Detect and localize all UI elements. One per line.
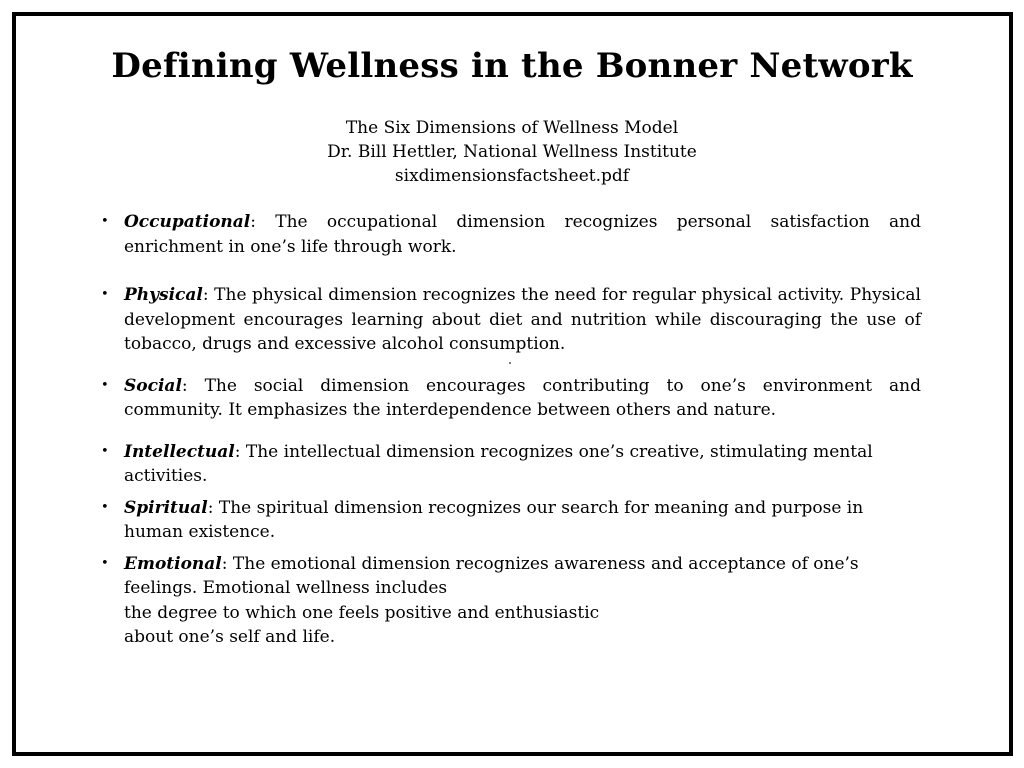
dimension-description: The intellectual dimension recognizes one’s creative, stimulating mental activities. xyxy=(124,441,873,486)
source-filename: sixdimensionsfactsheet.pdf xyxy=(394,166,630,186)
term-separator: : xyxy=(250,212,256,232)
bullet-icon: • xyxy=(101,555,109,571)
bullet-icon: • xyxy=(101,377,109,393)
source-citation xyxy=(0,116,1024,188)
page-title: Defining Wellness in the Bonner Network xyxy=(111,46,913,86)
dimension-term: Social xyxy=(124,375,182,396)
stray-mark xyxy=(509,362,511,364)
term-separator: : xyxy=(207,497,214,518)
dimension-description: The occupational dimension recognizes personal satisfaction and enrichment in one’s life through work. xyxy=(124,212,921,257)
term-separator: : xyxy=(234,441,241,462)
dimension-description: The physical dimension recognizes the need for regular physical activity. Physical development encourages learning about diet and nutrition while discouraging the use of tobacco, drugs and excessive alcohol consumption. xyxy=(124,285,921,354)
bullet-icon: • xyxy=(101,214,109,229)
model-name: The Six Dimensions of Wellness Model xyxy=(345,118,679,138)
author-credit: Dr. Bill Hettler, National Wellness Institute xyxy=(327,142,697,162)
dimension-description: The emotional dimension recognizes awareness and acceptance of one’s feelings. Emotional wellness includes xyxy=(124,553,859,598)
dimension-term: Physical xyxy=(124,285,203,305)
bullet-icon: • xyxy=(101,287,109,302)
list-item-occupational xyxy=(100,210,921,259)
list-item-social xyxy=(100,374,921,423)
dimensions-list xyxy=(100,210,921,650)
dimension-term: Emotional xyxy=(124,553,222,574)
term-separator: : xyxy=(181,375,188,396)
dimension-description: The social dimension encourages contributing to one’s environment and community. It emphasizes the interdependence between others and nature. xyxy=(124,375,921,420)
list-item-intellectual xyxy=(100,440,921,489)
dimension-description: The spiritual dimension recognizes our search for meaning and purpose in human existence. xyxy=(124,497,864,542)
list-item-spiritual xyxy=(100,496,921,545)
dimension-term: Intellectual xyxy=(124,441,235,462)
dimension-description-continued: the degree to which one feels positive and enthusiastic xyxy=(124,602,600,623)
term-separator: : xyxy=(202,285,209,305)
term-separator: : xyxy=(221,553,228,574)
dimension-term: Occupational xyxy=(124,212,251,232)
dimension-description-continued: about one’s self and life. xyxy=(124,627,336,647)
list-item-emotional xyxy=(100,552,921,650)
bullet-icon: • xyxy=(101,443,109,459)
bullet-icon: • xyxy=(101,499,109,515)
dimension-term: Spiritual xyxy=(124,497,208,518)
list-item-physical xyxy=(100,283,921,357)
